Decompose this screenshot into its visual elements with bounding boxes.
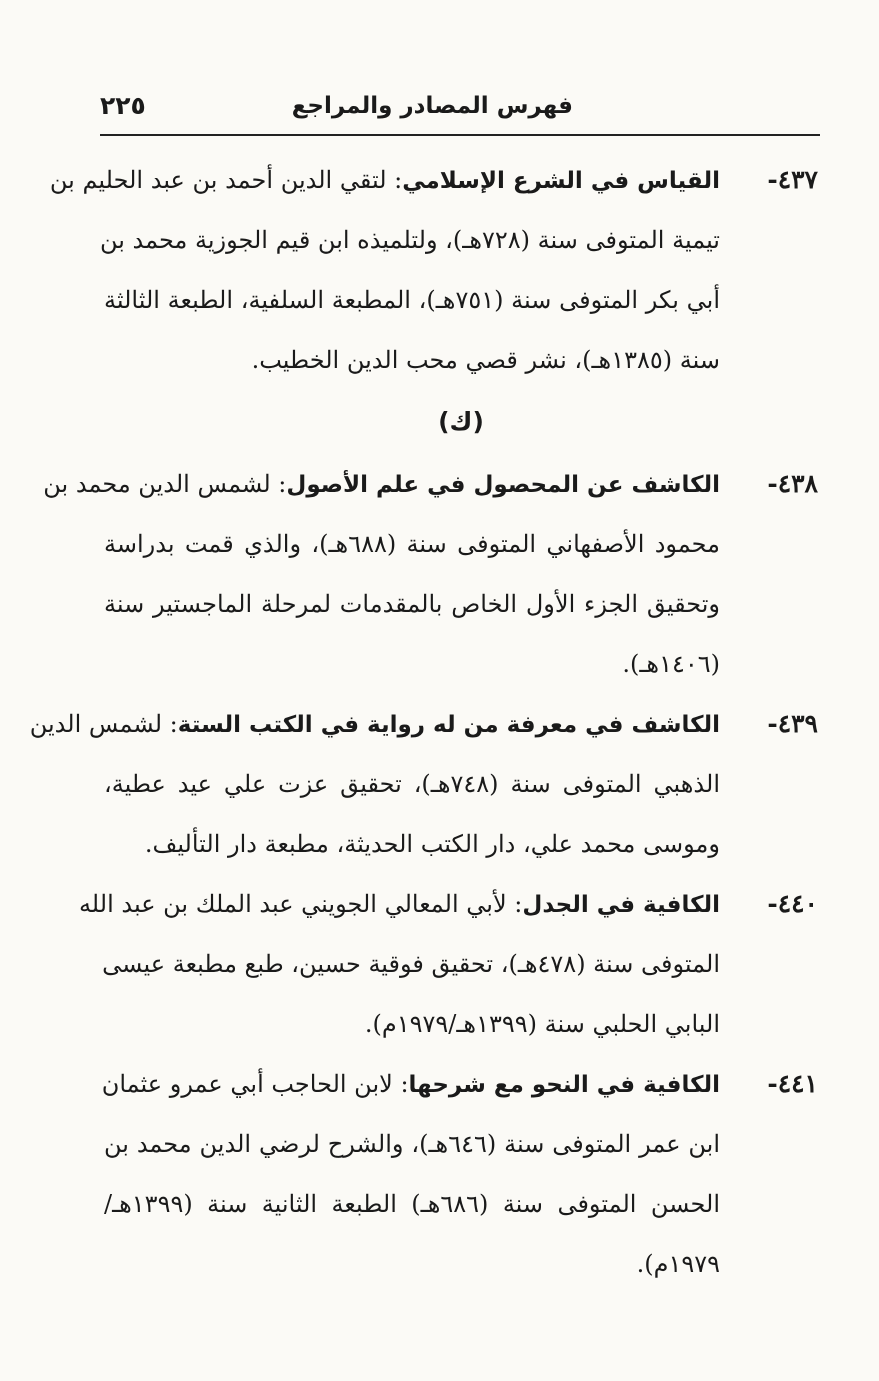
entry-number: ٤٣٧- [767, 165, 818, 194]
entry-line: المتوفى سنة (٤٧٨هـ)، تحقيق فوقية حسين، طبع مطبعة عيسى [102, 950, 720, 978]
entry-text: : لشمس الدين محمد بن [43, 470, 287, 498]
entry-text: : لتقي الدين أحمد بن عبد الحليم بن [49, 166, 403, 194]
entry-line: ١٩٧٩م). [636, 1250, 720, 1278]
entry-title: القياس في الشرع الإسلامي [402, 168, 720, 194]
entry-line: الذهبي المتوفى سنة (٧٤٨هـ)، تحقيق عزت علي عيد عطية، [104, 770, 720, 798]
bibliography-entry-437 [49, 150, 818, 390]
bibliography-list [29, 150, 818, 1294]
page-header [100, 84, 818, 134]
entry-title: الكافية في الجدل [522, 892, 720, 918]
entry-text: : لابن الحاجب أبي عمرو عثمان [101, 1070, 409, 1098]
entry-line: أبي بكر المتوفى سنة (٧٥١هـ)، المطبعة السلفية، الطبعة الثالثة [104, 286, 720, 314]
entry-line: وموسى محمد علي، دار الكتب الحديثة، مطبعة دار التأليف. [144, 830, 720, 858]
entry-line: سنة (١٣٨٥هـ)، نشر قصي محب الدين الخطيب. [251, 346, 720, 374]
entry-line: تيمية المتوفى سنة (٧٢٨هـ)، ولتلميذه ابن قيم الجوزية محمد بن [99, 226, 720, 254]
section-letter-heading: (ك) [438, 407, 484, 436]
entry-line [101, 1054, 720, 1114]
entry-title: الكافية في النحو مع شرحها [408, 1072, 720, 1098]
header-divider [100, 134, 820, 136]
entry-line: وتحقيق الجزء الأول الخاص بالمقدمات لمرحلة الماجستير سنة [104, 590, 720, 618]
entry-number: ٤٣٨- [767, 469, 818, 498]
bibliography-entry-440 [78, 874, 818, 1054]
entry-number: ٤٤١- [767, 1069, 818, 1098]
entry-title: الكاشف عن المحصول في علم الأصول [286, 472, 720, 498]
entry-text: : لأبي المعالي الجويني عبد الملك بن عبد الله [78, 890, 523, 918]
bibliography-entry-439 [29, 694, 818, 874]
entry-line [78, 874, 720, 934]
entry-text: : لشمس الدين [29, 710, 178, 738]
page-number: ٢٢٥ [100, 91, 146, 120]
bibliography-entry-438 [43, 454, 818, 694]
running-title: فهرس المصادر والمراجع [291, 93, 573, 119]
entry-line: ابن عمر المتوفى سنة (٦٤٦هـ)، والشرح لرضي الدين محمد بن [104, 1130, 721, 1158]
entry-line [49, 150, 720, 210]
entry-line [29, 694, 720, 754]
entry-number: ٤٣٩- [767, 709, 818, 738]
entry-line: البابي الحلبي سنة (١٣٩٩هـ/١٩٧٩م). [364, 1010, 720, 1038]
entry-title: الكاشف في معرفة من له رواية في الكتب الستة [177, 712, 720, 738]
entry-line: محمود الأصفهاني المتوفى سنة (٦٨٨هـ)، والذي قمت بدراسة [104, 530, 721, 558]
entry-line: الحسن المتوفى سنة (٦٨٦هـ) الطبعة الثانية سنة (١٣٩٩هـ/ [104, 1190, 721, 1218]
bibliography-entry-441 [101, 1054, 818, 1294]
entry-number: ٤٤٠- [767, 889, 818, 918]
entry-line [43, 454, 720, 514]
entry-line: (١٤٠٦هـ). [622, 650, 720, 678]
